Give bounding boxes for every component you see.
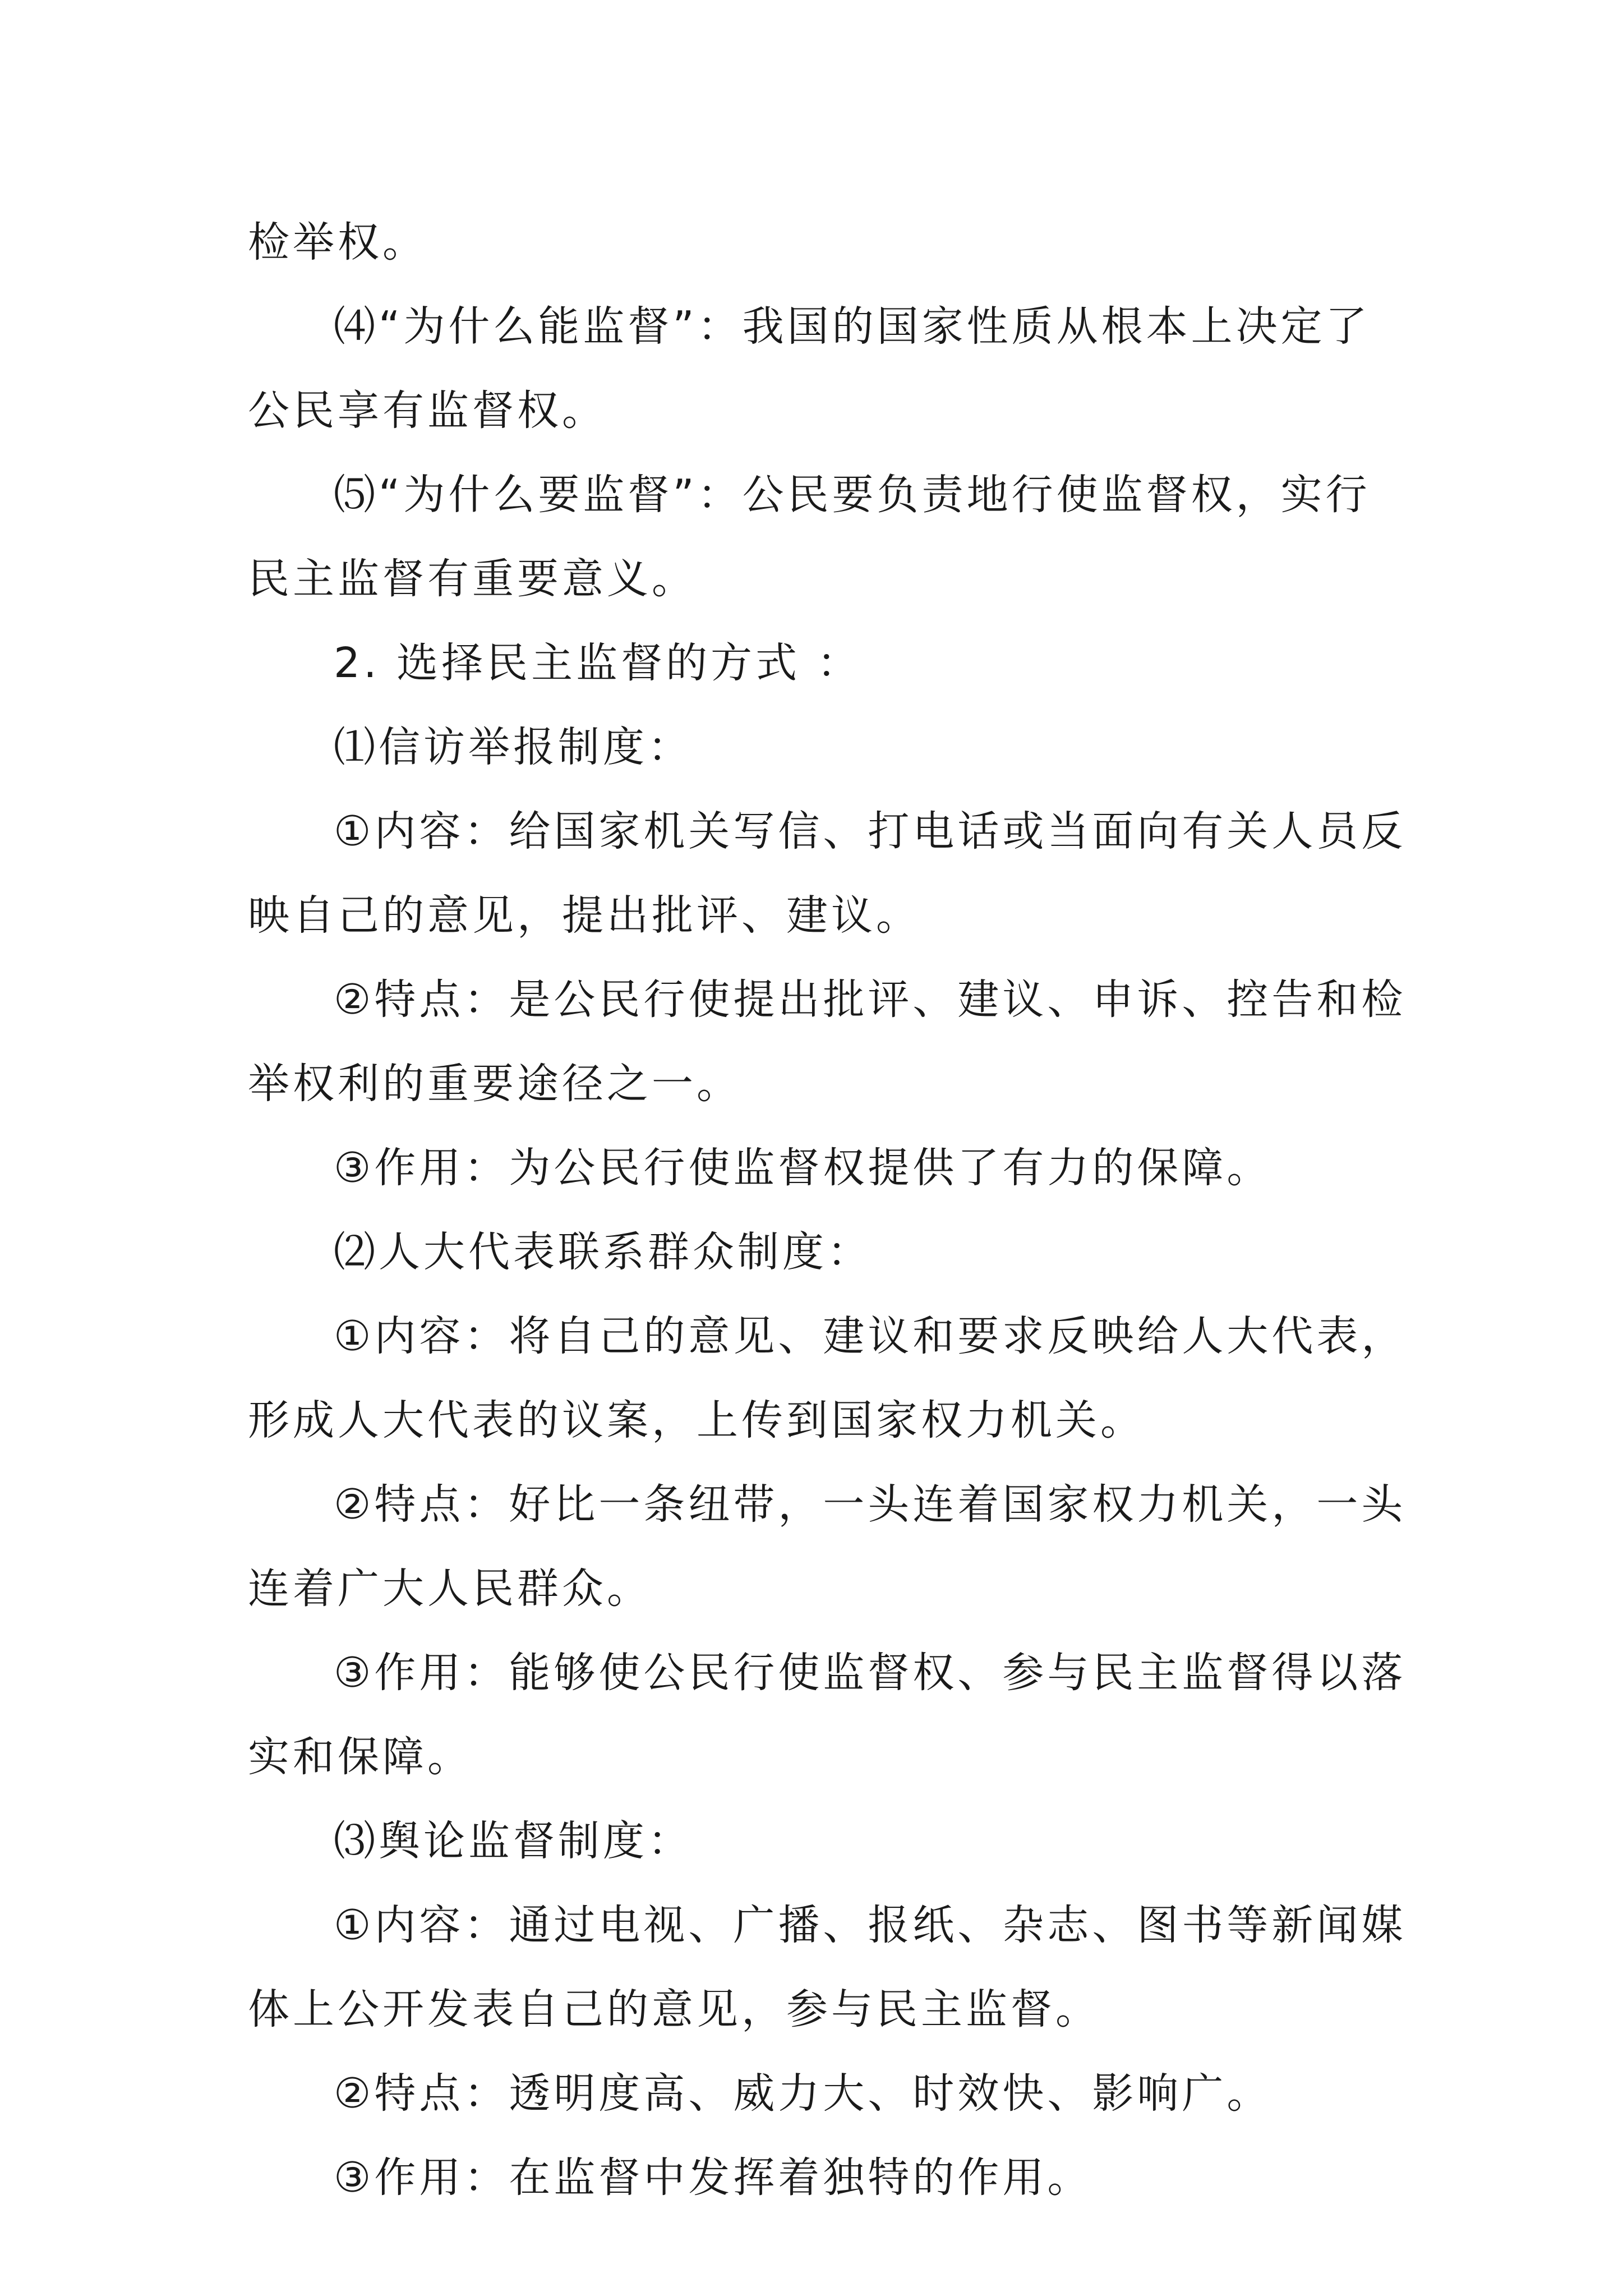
text-line: 检举权。 [248, 218, 427, 266]
text-line: 体上公开发表自己的意见，参与民主监督。 [248, 1985, 1100, 2033]
text-line: 民主监督有重要意义。 [248, 555, 697, 603]
text-line: ③作用：为公民行使监督权提供了有力的保障。 [334, 1144, 1272, 1192]
section-heading: 2. 选择民主监督的方式 ： [334, 639, 862, 687]
text-line: 映自己的意见，提出批评、建议。 [248, 891, 921, 940]
text-line: ①内容：将自己的意见、建议和要求反映给人大代表， [334, 1312, 1407, 1360]
text-line: ②特点：是公民行使提出批评、建议、申诉、控告和检 [334, 976, 1407, 1024]
text-line: 形成人大代表的议案，上传到国家权力机关。 [248, 1396, 1145, 1444]
text-line: 公民享有监督权。 [248, 386, 607, 435]
text-line: ③作用：在监督中发挥着独特的作用。 [334, 2154, 1092, 2202]
text-line: ①内容：给国家机关写信、打电话或当面向有关人员反 [334, 807, 1407, 855]
subsection-heading: ⑵人大代表联系群众制度： [334, 1228, 872, 1276]
text-line: 连着广大人民群众。 [248, 1565, 652, 1613]
text-line: ①内容：通过电视、广播、报纸、杂志、图书等新闻媒 [334, 1901, 1407, 1949]
text-line: ⑸“为什么要监督”：公民要负责地行使监督权，实行 [334, 471, 1371, 519]
subsection-heading: ⑴信访举报制度： [334, 723, 693, 771]
text-line: 举权利的重要途径之一。 [248, 1060, 741, 1108]
text-line: ③作用：能够使公民行使监督权、参与民主监督得以落 [334, 1649, 1407, 1697]
subsection-heading: ⑶舆论监督制度： [334, 1817, 693, 1865]
text-line: ②特点：透明度高、威力大、时效快、影响广。 [334, 2069, 1272, 2118]
text-line: ②特点：好比一条纽带，一头连着国家权力机关，一头 [334, 1480, 1407, 1529]
text-line: 实和保障。 [248, 1733, 472, 1781]
text-line: ⑷“为什么能监督”：我国的国家性质从根本上决定了 [334, 302, 1371, 351]
